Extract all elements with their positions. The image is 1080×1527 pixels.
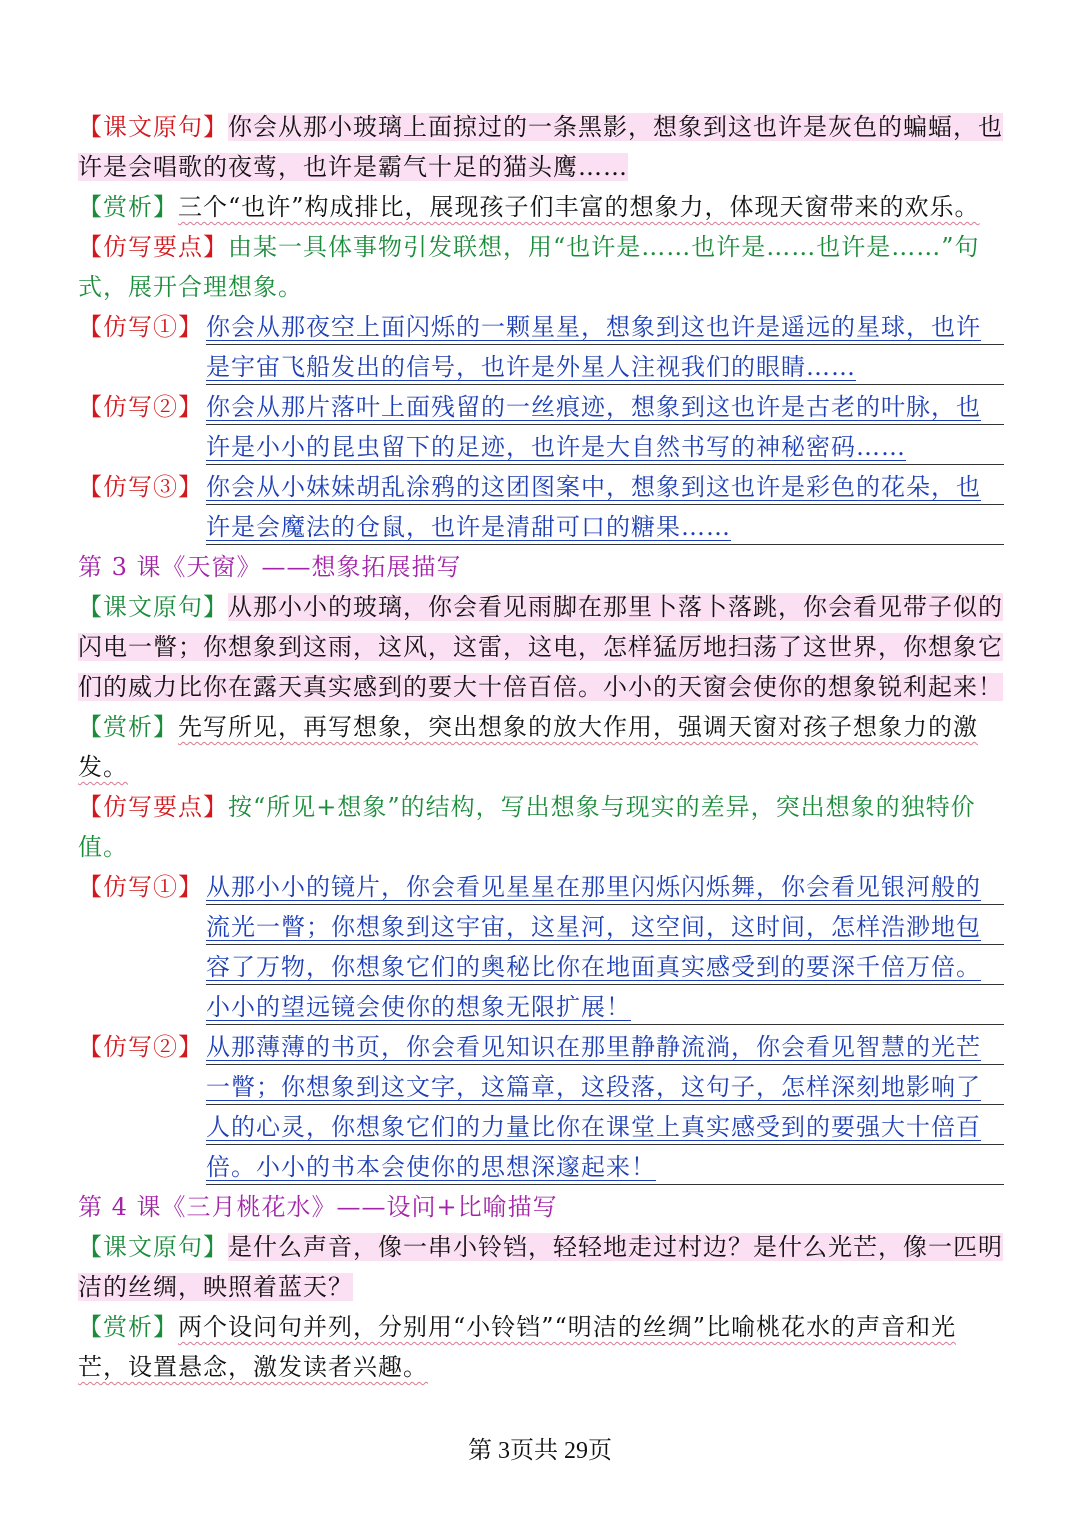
imitation-text [206, 387, 1004, 467]
analysis [78, 1307, 1004, 1387]
imitation-label: 【仿写①】 [78, 313, 203, 341]
imitation-text-content: 你会从那夜空上面闪烁的一颗星星，想象到这也许是遥远的星球，也许是宇宙飞船发出的信号，也许是外星人注视我们的眼睛…… [206, 313, 981, 381]
original-tag: 【课文原句】 [78, 1233, 228, 1261]
imitation-label: 【仿写①】 [78, 873, 203, 901]
imitation-item [78, 867, 1004, 1027]
imitation-points [78, 227, 1004, 307]
imitation-item [78, 387, 1004, 467]
page-content [78, 107, 1004, 1387]
imitation-label: 【仿写②】 [78, 393, 203, 421]
original-text: 从那小小的玻璃，你会看见雨脚在那里卜落卜落跳，你会看见带子似的闪电一瞥；你想象到这雨，这风，这雷，这电，怎样猛厉地扫荡了这世界，你想象它们的威力比你在露天真实感到的要大十倍百倍。小小的天窗会使你的想象锐利起来！ [78, 593, 1003, 701]
points-tag: 【仿写要点】 [78, 793, 228, 821]
imitation-text-content: 从那小小的镜片，你会看见星星在那里闪烁闪烁舞，你会看见银河般的流光一瞥；你想象到这宇宙，这星河，这空间，这时间，怎样浩渺地包容了万物，你想象它们的奥秘比你在地面真实感受到的要深千倍万倍。小小的望远镜会使你的想象无限扩展！ [206, 873, 981, 1021]
lesson-title: 第 3 课《天窗》——想象拓展描写 [78, 553, 462, 581]
imitation-item [78, 307, 1004, 387]
lesson-title: 第 4 课《三月桃花水》——设问+比喻描写 [78, 1193, 558, 1221]
imitation-label: 【仿写③】 [78, 473, 203, 501]
original-text: 你会从那小玻璃上面掠过的一条黑影，想象到这也许是灰色的蝙蝠，也许是会唱歌的夜莺，也许是霸气十足的猫头鹰…… [78, 113, 1003, 181]
imitation-points [78, 787, 1004, 867]
analysis [78, 707, 1004, 787]
imitation-text [206, 1027, 1004, 1187]
original-sentence [78, 1227, 1004, 1307]
analysis-text: 两个设问句并列，分别用“小铃铛”“明洁的丝绸”比喻桃花水的声音和光芒，设置悬念，激发读者兴趣。 [78, 1313, 957, 1381]
imitation-label: 【仿写②】 [78, 1033, 203, 1061]
imitation-text-content: 你会从那片落叶上面残留的一丝痕迹，想象到这也许是古老的叶脉，也许是小小的昆虫留下的足迹，也许是大自然书写的神秘密码…… [206, 393, 981, 461]
imitation-item [78, 1027, 1004, 1187]
page-number: 第 3页共 29页 [468, 1438, 612, 1464]
original-tag: 【课文原句】 [78, 113, 228, 141]
original-sentence [78, 587, 1004, 707]
imitation-text [206, 467, 1004, 547]
original-text: 是什么声音，像一串小铃铛，轻轻地走过村边？是什么光芒，像一匹明洁的丝绸，映照着蓝天？ [78, 1233, 1003, 1301]
points-tag: 【仿写要点】 [78, 233, 228, 261]
original-sentence [78, 107, 1004, 187]
analysis-text: 先写所见，再写想象，突出想象的放大作用，强调天窗对孩子想象力的激发。 [78, 713, 978, 781]
imitation-text [206, 867, 1004, 1027]
analysis-text: 三个“也许”构成排比，展现孩子们丰富的想象力，体现天窗带来的欢乐。 [178, 193, 980, 221]
original-tag: 【课文原句】 [78, 593, 228, 621]
analysis-tag: 【赏析】 [78, 1313, 178, 1341]
analysis-tag: 【赏析】 [78, 713, 178, 741]
imitation-text-content: 从那薄薄的书页，你会看见知识在那里静静流淌，你会看见智慧的光芒一瞥；你想象到这文字，这篇章，这段落，这句子，怎样深刻地影响了人的心灵，你想象它们的力量比你在课堂上真实感受到的要强大十倍百倍。小小的书本会使你的思想深邃起来！ [206, 1033, 981, 1181]
imitation-text [206, 307, 1004, 387]
points-text: 由某一具体事物引发联想，用“也许是……也许是……也许是……”句式，展开合理想象。 [78, 233, 980, 301]
analysis-tag: 【赏析】 [78, 193, 178, 221]
analysis [78, 187, 1004, 227]
points-text: 按“所见+想象”的结构，写出想象与现实的差异，突出想象的独特价值。 [78, 793, 976, 861]
imitation-item [78, 467, 1004, 547]
imitation-text-content: 你会从小妹妹胡乱涂鸦的这团图案中，想象到这也许是彩色的花朵，也许是会魔法的仓鼠，也许是清甜可口的糖果…… [206, 473, 981, 541]
